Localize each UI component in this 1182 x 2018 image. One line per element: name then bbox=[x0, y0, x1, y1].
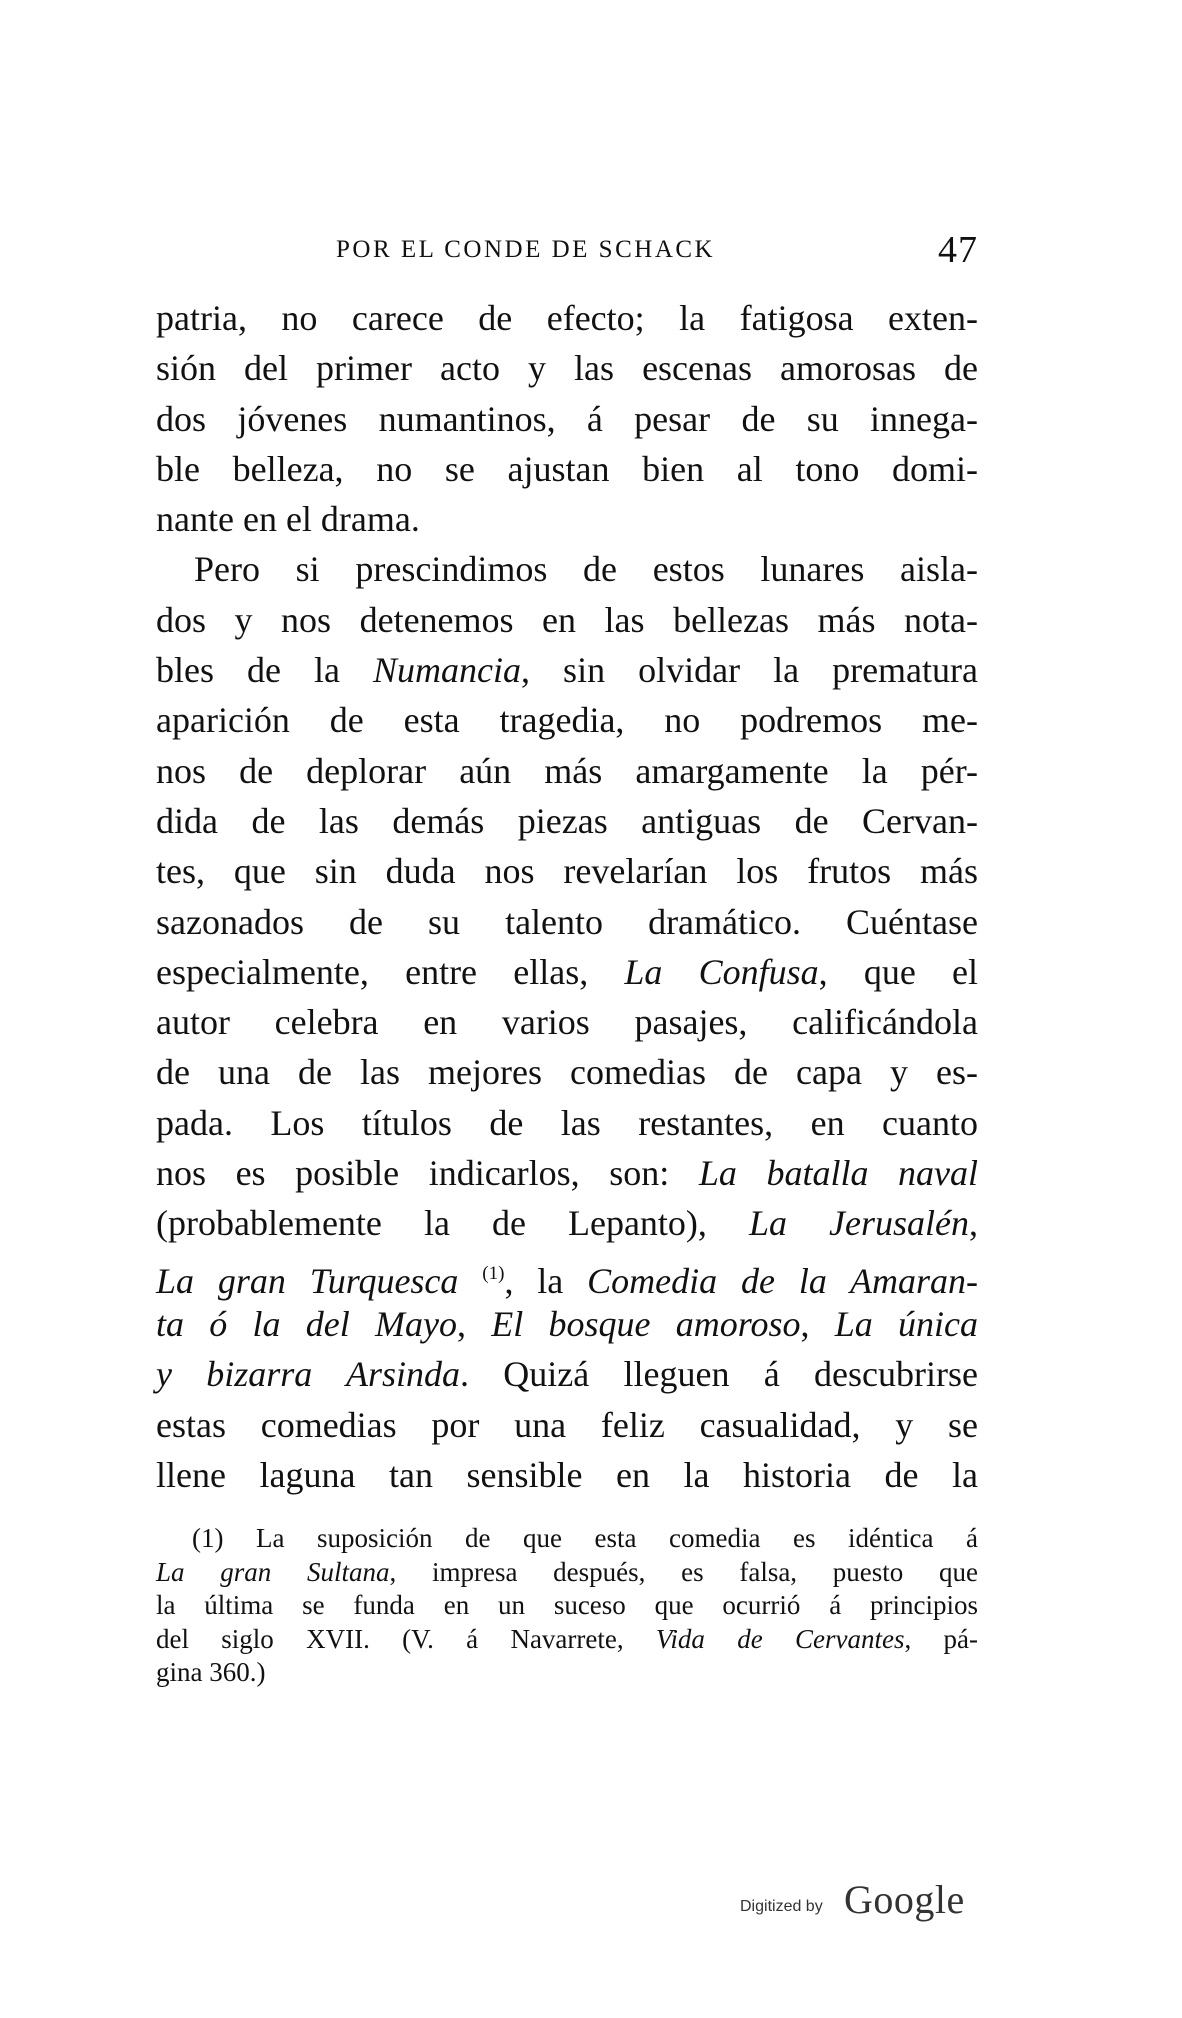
text-segment: del siglo XVII. (V. á Navarrete, bbox=[156, 1623, 624, 1654]
text-segment: , bbox=[800, 1303, 810, 1344]
work-title: y bizarra Arsinda bbox=[156, 1354, 460, 1395]
text-line: tes, que sin duda nos revelarían los frutos más bbox=[156, 851, 978, 892]
text-line: dos y nos detenemos en las bellezas más nota- bbox=[156, 599, 978, 640]
text-segment: , impresa después, es falsa, puesto que bbox=[389, 1556, 978, 1587]
text-line bbox=[156, 1198, 978, 1248]
text-segment: bles de la bbox=[156, 650, 340, 691]
work-title: La Jerusalén bbox=[748, 1203, 970, 1244]
work-title: La única bbox=[834, 1303, 978, 1344]
google-logo: Google bbox=[844, 1877, 965, 1922]
text-line: ble belleza, no se ajustan bien al tono domi- bbox=[156, 448, 978, 489]
text-line bbox=[156, 1148, 978, 1198]
text-segment: especialmente, entre ellas, bbox=[156, 951, 589, 992]
text-line: sazonados de su talento dramático. Cuéntase bbox=[156, 901, 978, 942]
page-header bbox=[156, 228, 978, 278]
footnote-line bbox=[156, 1556, 978, 1590]
text-line bbox=[156, 645, 978, 695]
page-number: 47 bbox=[938, 229, 978, 271]
text-segment: , sin olvidar la prematura bbox=[521, 650, 978, 691]
text-line: dos jóvenes numantinos, á pesar de su innega- bbox=[156, 398, 978, 439]
text-line: nos de deplorar aún más amargamente la pér- bbox=[156, 750, 978, 791]
footnote bbox=[156, 1522, 978, 1690]
text-line bbox=[156, 947, 978, 997]
work-title: La Confusa bbox=[624, 951, 819, 992]
footnote-line: (1) La suposición de que esta comedia es idéntica á bbox=[192, 1523, 978, 1553]
text-line: autor celebra en varios pasajes, calificándola bbox=[156, 1002, 978, 1043]
footnote-line bbox=[156, 1623, 978, 1657]
text-line bbox=[156, 1299, 978, 1349]
text-line: sión del primer acto y las escenas amorosas de bbox=[156, 348, 978, 389]
text-segment: , bbox=[969, 1203, 979, 1244]
text-line: estas comedias por una feliz casualidad, y se bbox=[156, 1404, 978, 1445]
text-line: aparición de esta tragedia, no podremos me- bbox=[156, 700, 978, 741]
text-line bbox=[156, 1349, 978, 1399]
text-line: dida de las demás piezas antiguas de Cervan- bbox=[156, 800, 978, 841]
footnote-line: la última se funda en un suceso que ocurrió á principios bbox=[156, 1590, 978, 1620]
text-line: llene laguna tan sensible en la historia de la bbox=[156, 1454, 978, 1495]
text-segment: nos es posible indicarlos, son: bbox=[156, 1153, 670, 1194]
work-title: Comedia de la Amaran- bbox=[587, 1260, 979, 1301]
main-text bbox=[156, 293, 978, 1500]
text-segment: , bbox=[457, 1303, 466, 1344]
text-segment: (probablemente la de Lepanto), bbox=[156, 1203, 707, 1244]
text-line: patria, no carece de efecto; la fatigosa exten- bbox=[156, 298, 978, 338]
work-title: Vida de Cervantes bbox=[655, 1623, 905, 1654]
text-line: de una de las mejores comedias de capa y es- bbox=[156, 1052, 978, 1093]
text-line: Pero si prescindimos de estos lunares aisla- bbox=[194, 549, 978, 590]
text-segment: , que el bbox=[818, 951, 979, 992]
footnote-reference: (1) bbox=[482, 1262, 505, 1284]
watermark-text: Digitized by bbox=[740, 1898, 823, 1915]
footnote-line: gina 360.) bbox=[156, 1657, 266, 1687]
text-line bbox=[156, 1249, 978, 1299]
text-line: pada. Los títulos de las restantes, en cuanto bbox=[156, 1102, 978, 1143]
work-title: Numancia bbox=[373, 650, 522, 691]
digitized-watermark bbox=[740, 1876, 990, 1926]
work-title: La batalla naval bbox=[698, 1153, 978, 1194]
text-line: nante en el drama. bbox=[156, 499, 420, 540]
text-segment: . Quizá lleguen á descubrirse bbox=[459, 1354, 978, 1395]
work-title: El bosque amoroso bbox=[491, 1303, 801, 1344]
text-segment: , la bbox=[504, 1260, 564, 1301]
work-title: La gran Sultana bbox=[156, 1556, 390, 1587]
work-title: ta ó la del Mayo bbox=[156, 1303, 457, 1344]
work-title: La gran Turquesca bbox=[156, 1260, 459, 1301]
text-segment: , pá- bbox=[904, 1623, 978, 1654]
running-head: POR EL CONDE DE SCHACK bbox=[336, 236, 716, 263]
